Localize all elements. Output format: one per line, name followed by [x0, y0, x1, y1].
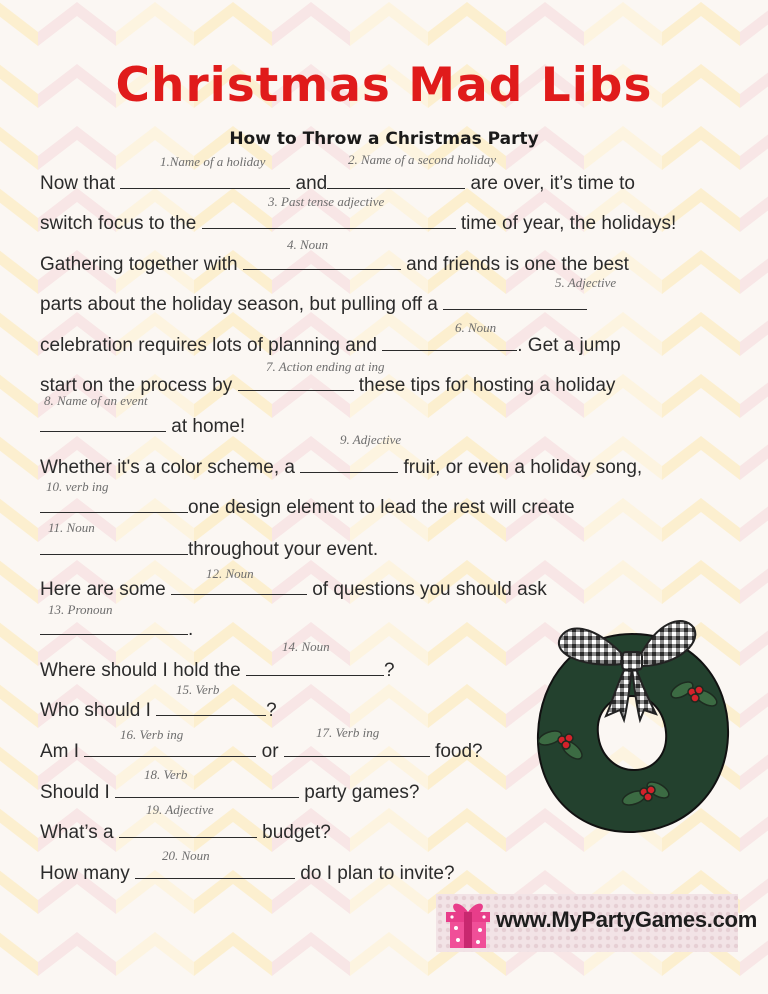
hint-12: 12. Noun: [206, 566, 254, 581]
hint-3: 3. Past tense adjective: [268, 194, 385, 209]
hint-6: 6. Noun: [455, 320, 497, 335]
story-line: Where should I hold the ?: [40, 660, 395, 681]
hint-7: 7. Action ending at ing: [266, 359, 385, 374]
blank-4[interactable]: [243, 252, 401, 270]
blank-19[interactable]: [119, 820, 257, 838]
story-line: celebration requires lots of planning and . Get a jump: [40, 335, 621, 356]
hint-18: 18. Verb: [144, 767, 188, 782]
story-line: Whether it's a color scheme, a fruit, or even a holiday song,: [40, 457, 643, 478]
story-line: throughout your event.: [40, 537, 378, 561]
hint-5: 5. Adjective: [555, 275, 617, 290]
blank-15[interactable]: [156, 698, 266, 716]
hint-10: 10. verb ing: [46, 479, 109, 494]
hint-17: 17. Verb ing: [316, 725, 380, 740]
blank-18[interactable]: [115, 780, 299, 798]
blank-7[interactable]: [238, 373, 354, 391]
story-line: Here are some of questions you should ask: [40, 579, 547, 600]
story-line: Am I or food?: [40, 741, 483, 762]
gift-icon: [444, 898, 492, 950]
story-line: parts about the holiday season, but pulling off a: [40, 292, 587, 316]
story-line: at home!: [40, 414, 245, 438]
hint-1: 1.Name of a holiday: [160, 154, 266, 169]
blank-20[interactable]: [135, 861, 295, 879]
story-line: .: [40, 617, 193, 641]
blank-9[interactable]: [300, 455, 398, 473]
blank-17[interactable]: [284, 739, 430, 757]
hint-2: 2. Name of a second holiday: [348, 152, 497, 167]
blank-13[interactable]: [40, 617, 188, 635]
blank-5[interactable]: [443, 292, 587, 310]
story-line: How many do I plan to invite?: [40, 863, 455, 884]
story-line: Gathering together with and friends is one the best: [40, 254, 629, 275]
blank-16[interactable]: [84, 739, 256, 757]
hint-19: 19. Adjective: [146, 802, 214, 817]
blank-3[interactable]: [202, 211, 456, 229]
hint-14: 14. Noun: [282, 639, 330, 654]
blank-14[interactable]: [246, 658, 384, 676]
hint-16: 16. Verb ing: [120, 727, 184, 742]
hint-4: 4. Noun: [287, 237, 329, 252]
blank-12[interactable]: [171, 577, 307, 595]
story-line: Who should I ?: [40, 700, 277, 721]
page-title: Christmas Mad Libs: [115, 58, 653, 113]
hint-20: 20. Noun: [162, 848, 210, 863]
story-line: What’s a budget?: [40, 822, 331, 843]
hint-15: 15. Verb: [176, 682, 220, 697]
hint-9: 9. Adjective: [340, 432, 402, 447]
story-line: start on the process by these tips for hosting a holiday: [40, 375, 616, 396]
blank-10[interactable]: [40, 495, 188, 513]
blank-6[interactable]: [382, 333, 517, 351]
hint-8: 8. Name of an event: [44, 393, 148, 408]
blank-8[interactable]: [40, 414, 166, 432]
story-line: Now that and are over, it’s time to: [40, 173, 635, 194]
blank-2[interactable]: [327, 171, 465, 189]
story-line: switch focus to the time of year, the holidays!: [40, 213, 677, 234]
site-url[interactable]: www.MyPartyGames.com: [496, 907, 757, 932]
blank-1[interactable]: [120, 171, 290, 189]
story-line: one design element to lead the rest will create: [40, 495, 575, 519]
story-line: Should I party games?: [40, 782, 420, 803]
blank-11[interactable]: [40, 537, 188, 555]
hint-11: 11. Noun: [48, 520, 95, 535]
hint-13: 13. Pronoun: [48, 602, 113, 617]
wreath-icon: [532, 612, 732, 838]
page-subtitle: How to Throw a Christmas Party: [229, 129, 539, 149]
